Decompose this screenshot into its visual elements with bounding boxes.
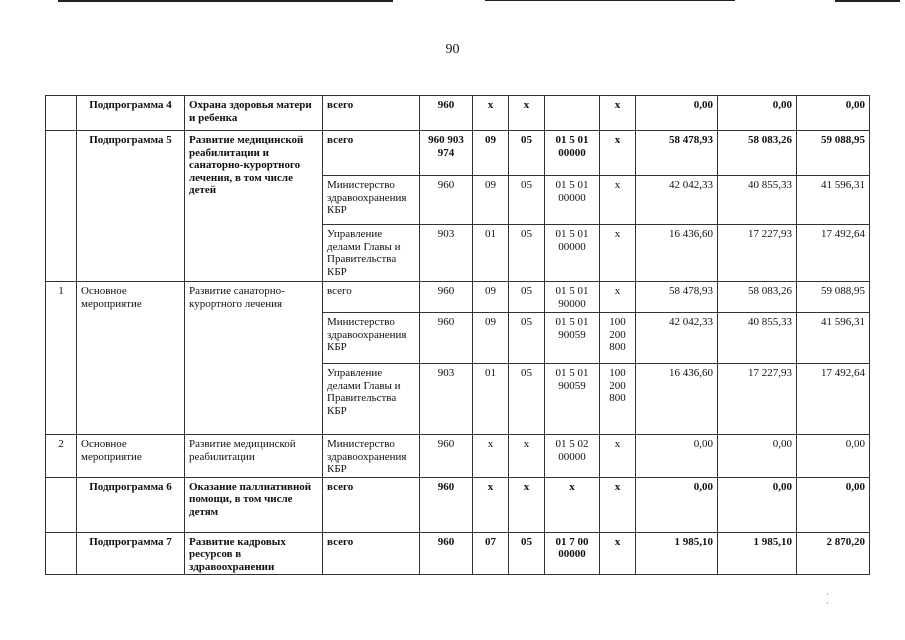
amount-year3-cell: 0,00	[797, 96, 870, 131]
grbs-code-cell: 960	[420, 477, 473, 532]
section-code-cell: 09	[473, 313, 509, 364]
program-type-cell: Подпрограмма 4	[77, 96, 185, 131]
table-row	[46, 532, 870, 575]
amount-year2-cell: 0,00	[718, 435, 797, 478]
amount-year2-cell: 0,00	[718, 96, 797, 131]
page-number: 90	[445, 42, 460, 57]
amount-year1-cell: 1 985,10	[636, 532, 718, 575]
amount-year2-cell: 1 985,10	[718, 532, 797, 575]
target-article-cell: 01 5 01 90059	[545, 313, 600, 364]
executor-cell: всего	[323, 282, 420, 313]
row-number-cell	[46, 532, 77, 575]
amount-year1-cell: 42 042,33	[636, 313, 718, 364]
section-code-cell: 09	[473, 131, 509, 176]
subsection-code-cell: 05	[509, 131, 545, 176]
amount-year3-cell: 17 492,64	[797, 364, 870, 435]
subsection-code-cell: х	[509, 477, 545, 532]
executor-cell: всего	[323, 96, 420, 131]
amount-year3-cell: 59 088,95	[797, 131, 870, 176]
grbs-code-cell: 960 903 974	[420, 131, 473, 176]
grbs-code-cell: 903	[420, 225, 473, 282]
section-code-cell: 09	[473, 282, 509, 313]
row-number-cell	[46, 131, 77, 282]
header-rule-middle	[485, 0, 735, 1]
section-code-cell: 09	[473, 176, 509, 225]
executor-cell: Управление делами Главы и Правительства КБР	[323, 225, 420, 282]
program-name-cell: Развитие медицинской реабилитации	[185, 435, 323, 478]
executor-cell: всего	[323, 131, 420, 176]
amount-year1-cell: 0,00	[636, 477, 718, 532]
section-code-cell: 01	[473, 364, 509, 435]
target-article-cell: 01 5 01 00000	[545, 131, 600, 176]
subsection-code-cell: х	[509, 435, 545, 478]
program-type-cell: Основное мероприятие	[77, 435, 185, 478]
program-type-cell: Подпрограмма 7	[77, 532, 185, 575]
amount-year1-cell: 0,00	[636, 96, 718, 131]
amount-year3-cell: 41 596,31	[797, 313, 870, 364]
section-code-cell: х	[473, 477, 509, 532]
subsection-code-cell: 05	[509, 364, 545, 435]
row-number-cell	[46, 477, 77, 532]
subsection-code-cell: х	[509, 96, 545, 131]
amount-year3-cell: 0,00	[797, 477, 870, 532]
amount-year3-cell: 2 870,20	[797, 532, 870, 575]
program-name-cell: Развитие кадровых ресурсов в здравоохранении	[185, 532, 323, 575]
header-rule-left	[58, 0, 393, 2]
section-code-cell: х	[473, 96, 509, 131]
program-name-cell: Оказание паллиативной помощи, в том числе детям	[185, 477, 323, 532]
executor-cell: Управление делами Главы и Правительства КБР	[323, 364, 420, 435]
budget-table	[45, 95, 870, 575]
amount-year2-cell: 58 083,26	[718, 282, 797, 313]
grbs-code-cell: 960	[420, 435, 473, 478]
section-code-cell: х	[473, 435, 509, 478]
expense-type-cell: х	[600, 477, 636, 532]
expense-type-cell: х	[600, 176, 636, 225]
amount-year1-cell: 58 478,93	[636, 131, 718, 176]
row-number-cell: 2	[46, 435, 77, 478]
amount-year2-cell: 40 855,33	[718, 176, 797, 225]
amount-year3-cell: 41 596,31	[797, 176, 870, 225]
grbs-code-cell: 960	[420, 176, 473, 225]
expense-type-cell: 100 200 800	[600, 313, 636, 364]
amount-year1-cell: 16 436,60	[636, 364, 718, 435]
grbs-code-cell: 960	[420, 313, 473, 364]
expense-type-cell: х	[600, 435, 636, 478]
table-row	[46, 477, 870, 532]
header-rule-right	[835, 0, 900, 2]
row-number-cell	[46, 96, 77, 131]
row-number-cell: 1	[46, 282, 77, 435]
target-article-cell: х	[545, 477, 600, 532]
expense-type-cell: х	[600, 532, 636, 575]
executor-cell: Министерство здравоохранения КБР	[323, 435, 420, 478]
target-article-cell: 01 5 01 90059	[545, 364, 600, 435]
subsection-code-cell: 05	[509, 176, 545, 225]
expense-type-cell: х	[600, 282, 636, 313]
program-type-cell: Основное мероприятие	[77, 282, 185, 435]
section-code-cell: 01	[473, 225, 509, 282]
executor-cell: всего	[323, 532, 420, 575]
program-name-cell: Развитие медицинской реабилитации и санаторно-курортного лечения, в том числе детей	[185, 131, 323, 282]
target-article-cell: 01 5 01 90000	[545, 282, 600, 313]
subsection-code-cell: 05	[509, 532, 545, 575]
amount-year3-cell: 0,00	[797, 435, 870, 478]
grbs-code-cell: 903	[420, 364, 473, 435]
amount-year3-cell: 17 492,64	[797, 225, 870, 282]
expense-type-cell: х	[600, 225, 636, 282]
executor-cell: Министерство здравоохранения КБР	[323, 176, 420, 225]
expense-type-cell: х	[600, 96, 636, 131]
target-article-cell: 01 5 01 00000	[545, 225, 600, 282]
target-article-cell: 01 7 00 00000	[545, 532, 600, 575]
amount-year2-cell: 0,00	[718, 477, 797, 532]
amount-year1-cell: 0,00	[636, 435, 718, 478]
program-type-cell: Подпрограмма 6	[77, 477, 185, 532]
amount-year2-cell: 17 227,93	[718, 364, 797, 435]
executor-cell: Министерство здравоохранения КБР	[323, 313, 420, 364]
target-article-cell: 01 5 02 00000	[545, 435, 600, 478]
table-row	[46, 131, 870, 176]
program-name-cell: Развитие санаторно-курортного лечения	[185, 282, 323, 435]
grbs-code-cell: 960	[420, 532, 473, 575]
amount-year1-cell: 58 478,93	[636, 282, 718, 313]
executor-cell: всего	[323, 477, 420, 532]
target-article-cell: 01 5 01 00000	[545, 176, 600, 225]
grbs-code-cell: 960	[420, 282, 473, 313]
amount-year3-cell: 59 088,95	[797, 282, 870, 313]
target-article-cell	[545, 96, 600, 131]
amount-year2-cell: 40 855,33	[718, 313, 797, 364]
grbs-code-cell: 960	[420, 96, 473, 131]
table-row	[46, 282, 870, 313]
expense-type-cell: х	[600, 131, 636, 176]
section-code-cell: 07	[473, 532, 509, 575]
subsection-code-cell: 05	[509, 282, 545, 313]
subsection-code-cell: 05	[509, 313, 545, 364]
program-type-cell: Подпрограмма 5	[77, 131, 185, 282]
table-row	[46, 435, 870, 478]
amount-year2-cell: 17 227,93	[718, 225, 797, 282]
table-row	[46, 96, 870, 131]
amount-year1-cell: 42 042,33	[636, 176, 718, 225]
expense-type-cell: 100 200 800	[600, 364, 636, 435]
subsection-code-cell: 05	[509, 225, 545, 282]
program-name-cell: Охрана здоровья матери и ребенка	[185, 96, 323, 131]
amount-year2-cell: 58 083,26	[718, 131, 797, 176]
amount-year1-cell: 16 436,60	[636, 225, 718, 282]
corner-marks: · ·	[826, 590, 859, 608]
